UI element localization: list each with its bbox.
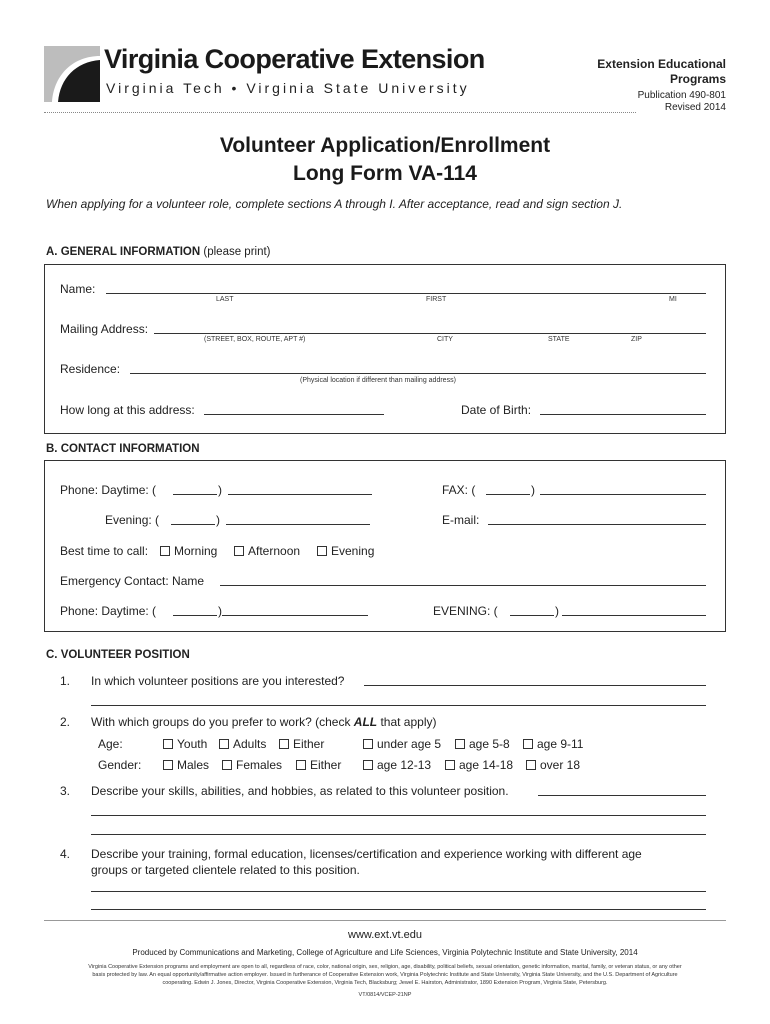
evening-option-label: Evening bbox=[331, 544, 375, 558]
intro-instructions: When applying for a volunteer role, complete sections A through I. After acceptance, read and sign section J. bbox=[46, 197, 623, 211]
over-18-option[interactable] bbox=[526, 758, 580, 772]
age-9-11-label: age 9-11 bbox=[537, 737, 584, 751]
age-either-label: Either bbox=[293, 737, 325, 751]
gender-males-option[interactable] bbox=[163, 758, 209, 772]
form-title-line1: Volunteer Application/Enrollment bbox=[219, 134, 551, 157]
name-label: Name: bbox=[60, 282, 96, 296]
footer-url[interactable]: www.ext.vt.edu bbox=[348, 929, 422, 941]
best-time-evening[interactable] bbox=[317, 544, 374, 558]
age-14-18-option[interactable] bbox=[445, 758, 513, 772]
males-checkbox[interactable] bbox=[163, 760, 173, 770]
mailing-sub-state: STATE bbox=[548, 336, 570, 343]
emergency-contact-field[interactable] bbox=[220, 585, 706, 586]
section-c-heading: C. VOLUNTEER POSITION bbox=[46, 649, 190, 661]
name-sub-mi: MI bbox=[669, 296, 677, 303]
phone-daytime-label: Phone: Daytime: ( bbox=[60, 483, 157, 497]
q4-field[interactable] bbox=[91, 891, 706, 892]
males-label: Males bbox=[177, 758, 210, 772]
em-evening-label: EVENING: ( bbox=[433, 604, 498, 618]
age-youth-option[interactable] bbox=[163, 737, 207, 751]
gender-either-label: Either bbox=[310, 758, 342, 772]
footer-fine-print bbox=[44, 963, 726, 987]
evening-paren: ) bbox=[216, 513, 220, 527]
phone-daytime-field[interactable] bbox=[228, 494, 372, 495]
q3-text: Describe your skills, abilities, and hobbies, as related to this volunteer position. bbox=[91, 784, 509, 798]
emergency-contact-label: Emergency Contact: Name bbox=[60, 574, 205, 588]
phone-daytime-paren: ) bbox=[218, 483, 222, 497]
name-field[interactable] bbox=[106, 293, 706, 294]
fine-print-line1: Virginia Cooperative Extension programs and employment are open to all, regardless of race, color, national origin, sex, religion, age, disability, political beliefs, sexual orientation, genetic information, marital, family, or veteran status, or any other bbox=[88, 964, 682, 970]
q4-text-line2: groups or targeted clientele related to this position. bbox=[91, 863, 360, 877]
afternoon-label: Afternoon bbox=[248, 544, 301, 558]
gender-label: Gender: bbox=[98, 758, 142, 772]
section-a-title: A. GENERAL INFORMATION bbox=[46, 246, 201, 258]
mailing-address-label: Mailing Address: bbox=[60, 322, 149, 336]
age-either-checkbox[interactable] bbox=[279, 739, 289, 749]
org-title: Virginia Cooperative Extension bbox=[104, 44, 485, 74]
q1-number: 1. bbox=[60, 674, 71, 688]
females-label: Females bbox=[236, 758, 283, 772]
age-12-13-option[interactable] bbox=[363, 758, 431, 772]
age-9-11-checkbox[interactable] bbox=[523, 739, 533, 749]
mailing-sub-city: CITY bbox=[437, 336, 453, 343]
age-adults-option[interactable] bbox=[219, 737, 266, 751]
q3-field-3[interactable] bbox=[91, 834, 706, 835]
revised-date: Revised 2014 bbox=[664, 102, 726, 113]
age-12-13-checkbox[interactable] bbox=[363, 760, 373, 770]
q3-number: 3. bbox=[60, 784, 71, 798]
gender-females-option[interactable] bbox=[222, 758, 282, 772]
youth-label: Youth bbox=[177, 737, 208, 751]
section-b-heading: B. CONTACT INFORMATION bbox=[46, 443, 200, 455]
under-age-5-option[interactable] bbox=[363, 737, 441, 751]
under-age-5-label: under age 5 bbox=[377, 737, 442, 751]
evening-label: Evening: ( bbox=[105, 513, 160, 527]
mailing-address-field[interactable] bbox=[154, 333, 706, 334]
q4-field-2[interactable] bbox=[91, 909, 706, 910]
adults-label: Adults bbox=[233, 737, 267, 751]
age-9-11-option[interactable] bbox=[523, 737, 583, 751]
evening-field[interactable] bbox=[226, 524, 370, 525]
morning-label: Morning bbox=[174, 544, 218, 558]
evening-checkbox[interactable] bbox=[317, 546, 327, 556]
evening-area-field[interactable] bbox=[171, 524, 215, 525]
mailing-sub-street: (STREET, BOX, ROUTE, APT #) bbox=[204, 336, 306, 343]
form-title-line2: Long Form VA-114 bbox=[293, 162, 477, 185]
publication-number: Publication 490-801 bbox=[637, 90, 726, 101]
age-5-8-checkbox[interactable] bbox=[455, 739, 465, 749]
q2-pre: With which groups do you prefer to work? (check bbox=[91, 715, 354, 729]
header-divider bbox=[44, 112, 636, 113]
phone-daytime-area-field[interactable] bbox=[173, 494, 217, 495]
dob-label: Date of Birth: bbox=[461, 403, 532, 417]
program-line1: Extension Educational bbox=[597, 57, 726, 71]
best-time-label: Best time to call: bbox=[60, 544, 149, 558]
age-label: Age: bbox=[98, 737, 123, 751]
age-5-8-option[interactable] bbox=[455, 737, 510, 751]
em-evening-area-field[interactable] bbox=[510, 615, 554, 616]
age-14-18-checkbox[interactable] bbox=[445, 760, 455, 770]
program-line2: Programs bbox=[669, 72, 726, 86]
q4-number: 4. bbox=[60, 847, 71, 861]
q3-field-2[interactable] bbox=[91, 815, 706, 816]
footer-code: VT/0814/VCEP-21NP bbox=[358, 992, 412, 998]
morning-checkbox[interactable] bbox=[160, 546, 170, 556]
residence-sub: (Physical location if different than mailing address) bbox=[300, 377, 456, 384]
q2-all: ALL bbox=[353, 715, 378, 729]
fax-label: FAX: ( bbox=[442, 483, 476, 497]
email-field[interactable] bbox=[488, 524, 706, 525]
q2-number: 2. bbox=[60, 715, 71, 729]
age-14-18-label: age 14-18 bbox=[459, 758, 514, 772]
fine-print-line3: cooperating. Edwin J. Jones, Director, Virginia Cooperative Extension, Virginia Tech, Blacksburg; Jewel E. Hairston, Administrator, 1890 Extension Program, Virginia State, Petersburg. bbox=[162, 980, 608, 986]
how-long-label: How long at this address: bbox=[60, 403, 195, 417]
name-sub-last: LAST bbox=[216, 296, 234, 303]
residence-label: Residence: bbox=[60, 362, 121, 376]
best-time-morning[interactable] bbox=[160, 544, 217, 558]
footer-divider bbox=[44, 920, 726, 921]
residence-field[interactable] bbox=[130, 373, 706, 374]
section-a-note: (please print) bbox=[203, 246, 271, 258]
age-12-13-label: age 12-13 bbox=[377, 758, 432, 772]
em-evening-paren: ) bbox=[555, 604, 559, 618]
q1-field[interactable] bbox=[364, 685, 706, 686]
youth-checkbox[interactable] bbox=[163, 739, 173, 749]
vce-logo-icon bbox=[44, 46, 100, 102]
name-sub-first: FIRST bbox=[426, 296, 447, 303]
fax-field[interactable] bbox=[540, 494, 706, 495]
fax-area-field[interactable] bbox=[486, 494, 530, 495]
age-5-8-label: age 5-8 bbox=[469, 737, 510, 751]
dob-field[interactable] bbox=[540, 414, 706, 415]
how-long-field[interactable] bbox=[204, 414, 384, 415]
q2-text bbox=[91, 715, 436, 729]
age-either-option[interactable] bbox=[279, 737, 324, 751]
adults-checkbox[interactable] bbox=[219, 739, 229, 749]
gender-either-checkbox[interactable] bbox=[296, 760, 306, 770]
em-phone-paren: ) bbox=[218, 604, 222, 618]
gender-either-option[interactable] bbox=[296, 758, 341, 772]
under-age-5-checkbox[interactable] bbox=[363, 739, 373, 749]
fine-print-line2: basis protected by law. An equal opportunity/affirmative action employer. Issued in furtherance of Cooperative Extension work, Virginia Polytechnic Institute and State University, Virginia State University, and the U.S. Department of Agriculture bbox=[92, 972, 678, 978]
email-label: E-mail: bbox=[442, 513, 480, 527]
footer-produced-by: Produced by Communications and Marketing, College of Agriculture and Life Sciences, Virginia Polytechnic Institute and State University, 2014 bbox=[132, 948, 638, 957]
fax-paren: ) bbox=[531, 483, 535, 497]
em-evening-field[interactable] bbox=[562, 615, 706, 616]
q1-field-2[interactable] bbox=[91, 705, 706, 706]
females-checkbox[interactable] bbox=[222, 760, 232, 770]
q3-field[interactable] bbox=[538, 795, 706, 796]
section-a-heading bbox=[46, 246, 271, 258]
em-phone-daytime-label: Phone: Daytime: ( bbox=[60, 604, 157, 618]
afternoon-checkbox[interactable] bbox=[234, 546, 244, 556]
over-18-checkbox[interactable] bbox=[526, 760, 536, 770]
org-subtitle: Virginia Tech • Virginia State University bbox=[106, 80, 470, 96]
mailing-sub-zip: ZIP bbox=[631, 336, 642, 343]
best-time-afternoon[interactable] bbox=[234, 544, 300, 558]
q2-post: that apply) bbox=[377, 715, 437, 729]
q1-text: In which volunteer positions are you interested? bbox=[91, 674, 345, 688]
over-18-label: over 18 bbox=[540, 758, 581, 772]
em-phone-area-field[interactable] bbox=[173, 615, 217, 616]
em-phone-field[interactable] bbox=[222, 615, 368, 616]
q4-text-line1: Describe your training, formal education, licenses/certification and experience working with different age bbox=[91, 847, 642, 861]
